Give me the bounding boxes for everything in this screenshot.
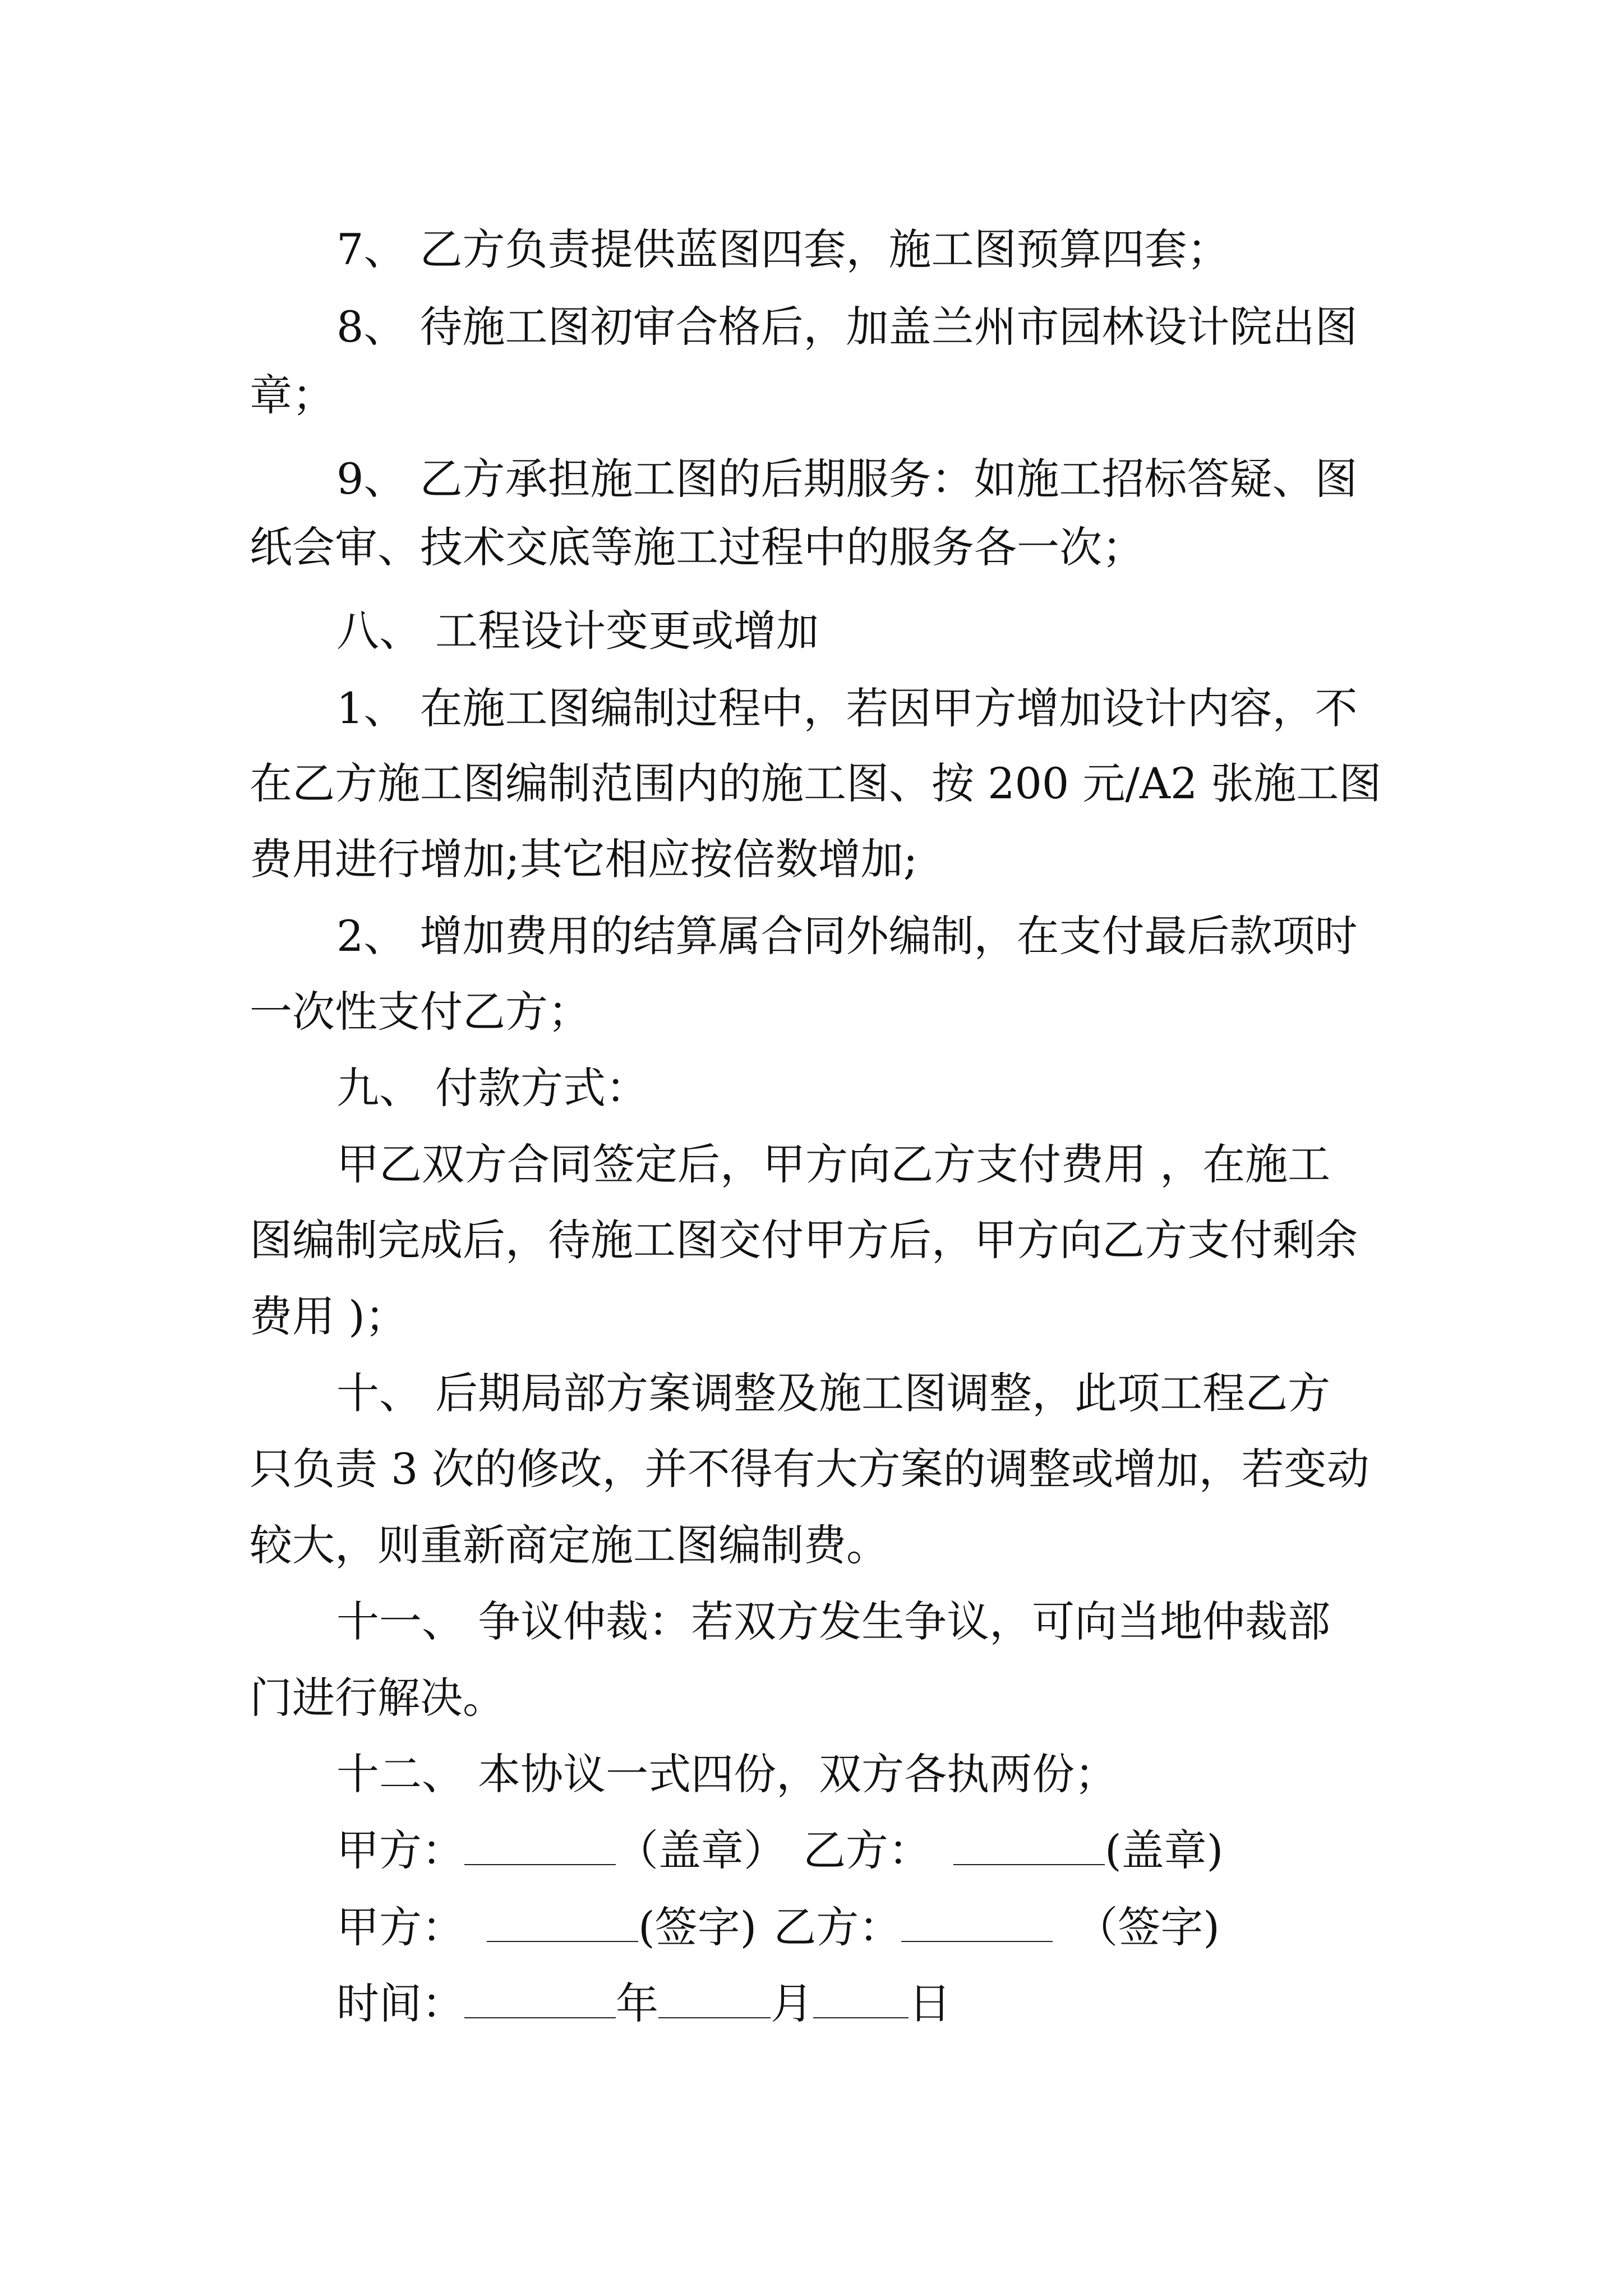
party-b-sign-blank[interactable] <box>901 1902 1053 1942</box>
text-line-10: 2、 增加费用的结算属合同外编制，在支付最后款项时 <box>336 911 1358 961</box>
year-label: 年 <box>616 1978 658 2028</box>
seal-signature-row <box>336 1823 1382 1879</box>
text-line-6: 八、 工程设计变更或增加 <box>336 606 819 656</box>
text-line-7: 1、 在施工图编制过程中，若因甲方增加设计内容，不 <box>336 683 1358 733</box>
text-line-14: 图编制完成后，待施工图交付甲方后，甲方向乙方支付剩余 <box>250 1215 1358 1265</box>
text-line-21: 十二、 本协议一式四份，双方各执两份； <box>336 1749 1118 1799</box>
text-line-2: 8、 待施工图初审合格后，加盖兰州市园林设计院出图 <box>336 302 1358 352</box>
month-blank[interactable] <box>658 1978 771 2018</box>
party-a-sign-blank[interactable] <box>487 1902 638 1942</box>
text-line-3: 章； <box>250 370 335 420</box>
text-line-9: 费用进行增加;其它相应按倍数增加; <box>250 834 918 884</box>
seal-label-b: (盖章) <box>1105 1825 1224 1875</box>
sign-signature-row <box>336 1899 1382 1955</box>
text-line-19: 十一、 争议仲裁：若双方发生争议，可向当地仲裁部 <box>336 1596 1331 1646</box>
party-b-label: 乙方： <box>803 1825 931 1875</box>
text-line-20: 门进行解决。 <box>250 1673 505 1723</box>
text-line-1: 7、 乙方负责提供蓝图四套，施工图预算四套； <box>336 224 1230 274</box>
party-a-label-2: 甲方： <box>336 1902 464 1952</box>
party-b-label-2: 乙方： <box>773 1902 902 1952</box>
party-a-seal-blank[interactable] <box>464 1825 616 1865</box>
time-label: 时间： <box>336 1978 464 2028</box>
year-blank[interactable] <box>464 1978 616 2018</box>
day-label: 日 <box>909 1978 951 2028</box>
party-b-seal-blank[interactable] <box>953 1825 1105 1865</box>
text-line-15: 费用 )； <box>250 1291 408 1341</box>
text-line-12: 九、 付款方式： <box>336 1063 649 1113</box>
sign-label-b: （签字) <box>1075 1902 1220 1952</box>
text-line-4: 9、 乙方承担施工图的后期服务：如施工招标答疑、图 <box>336 454 1358 504</box>
seal-label: （盖章） <box>616 1825 786 1875</box>
text-line-16: 十、 后期局部方案调整及施工图调整，此项工程乙方 <box>336 1368 1331 1418</box>
text-line-17: 只负责 3 次的修改，并不得有大方案的调整或增加，若变动 <box>250 1444 1370 1494</box>
sign-label: (签字) <box>638 1902 757 1952</box>
text-line-13: 甲乙双方合同签定后，甲方向乙方支付费用 ，在施工 <box>336 1139 1331 1189</box>
text-line-5: 纸会审、技术交底等施工过程中的服务各一次； <box>250 522 1145 572</box>
text-line-18: 较大，则重新商定施工图编制费。 <box>250 1520 889 1570</box>
text-line-8: 在乙方施工图编制范围内的施工图、按 200 元/A2 张施工图 <box>250 758 1382 808</box>
date-row <box>336 1976 1382 2032</box>
day-blank[interactable] <box>813 1978 909 2018</box>
month-label: 月 <box>771 1978 813 2028</box>
text-line-11: 一次性支付乙方； <box>250 987 591 1037</box>
party-a-label: 甲方： <box>336 1825 464 1875</box>
